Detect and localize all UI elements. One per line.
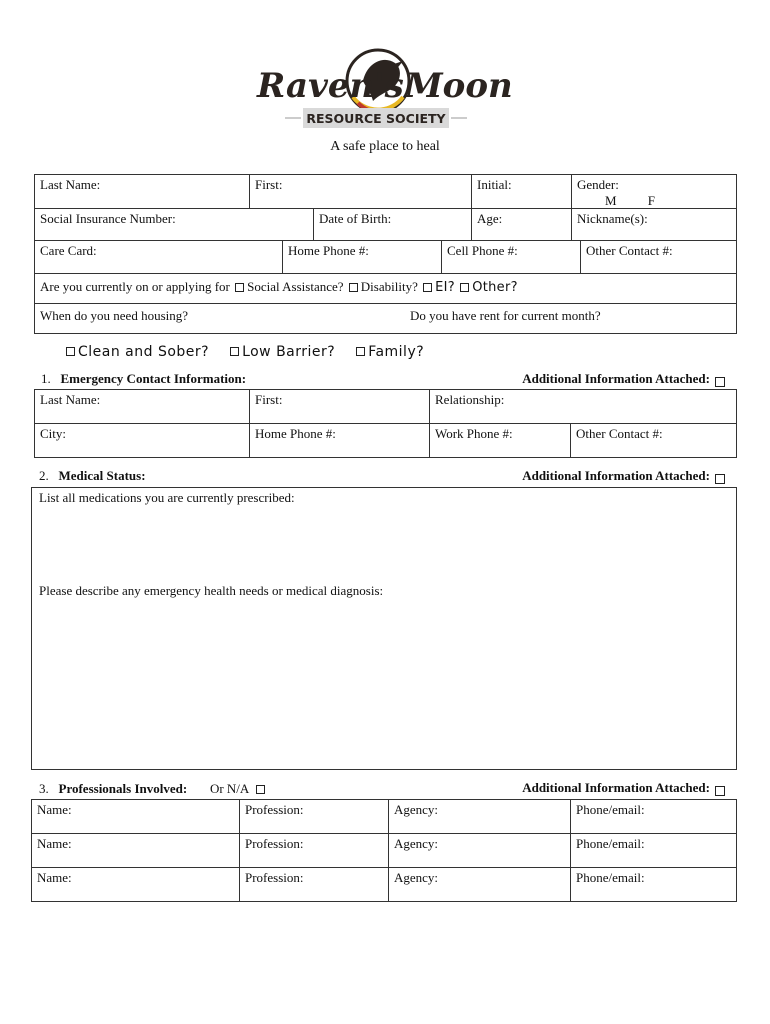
care-card-field[interactable] <box>35 241 283 273</box>
agency-field[interactable] <box>389 800 571 833</box>
emergency-other-contact-field[interactable] <box>571 424 736 458</box>
logo-subtitle: RESOURCE SOCIETY <box>306 111 446 126</box>
emergency-other-contact-label: Other Contact #: <box>576 426 663 441</box>
professional-name-field[interactable] <box>32 800 240 833</box>
name-label: Name: <box>37 870 72 885</box>
phone-email-label: Phone/email: <box>576 836 645 851</box>
na-checkbox[interactable] <box>256 785 265 794</box>
assistance-question <box>35 274 736 303</box>
na-label: Or N/A <box>209 781 250 796</box>
medications-prompt: List all medications you are currently prescribed: <box>39 490 295 505</box>
professional-name-field[interactable] <box>32 834 240 867</box>
disability-checkbox[interactable] <box>349 283 358 292</box>
emergency-first-label: First: <box>255 392 283 407</box>
emergency-attached <box>522 371 728 387</box>
work-phone-label: Work Phone #: <box>435 426 513 441</box>
profession-field[interactable] <box>240 868 389 902</box>
initial-field[interactable] <box>472 175 572 208</box>
professionals-section-title <box>39 781 268 797</box>
logo-name-left: Raven's <box>257 66 404 106</box>
family-checkbox[interactable] <box>356 347 365 356</box>
profession-field[interactable] <box>240 800 389 833</box>
home-phone-field[interactable] <box>283 241 442 273</box>
profession-label: Profession: <box>245 836 304 851</box>
cell-phone-label: Cell Phone #: <box>447 243 518 258</box>
profession-label: Profession: <box>245 870 304 885</box>
work-phone-field[interactable] <box>430 424 571 458</box>
other-contact-label: Other Contact #: <box>586 243 673 258</box>
disability-label: Disability? <box>360 279 418 294</box>
medical-status-box[interactable] <box>31 487 737 770</box>
emergency-home-phone-field[interactable] <box>250 424 430 458</box>
profession-field[interactable] <box>240 834 389 867</box>
table-row <box>32 800 736 834</box>
emergency-first-field[interactable] <box>250 390 430 423</box>
professionals-table <box>31 799 737 902</box>
professionals-number: 3. <box>39 781 49 796</box>
family-label: Family? <box>368 344 425 360</box>
low-barrier-checkbox[interactable] <box>230 347 239 356</box>
phone-email-label: Phone/email: <box>576 870 645 885</box>
agency-field[interactable] <box>389 868 571 902</box>
care-card-label: Care Card: <box>40 243 97 258</box>
emergency-contact-table <box>34 389 737 458</box>
agency-field[interactable] <box>389 834 571 867</box>
table-row <box>32 834 736 868</box>
cell-phone-field[interactable] <box>442 241 581 273</box>
name-label: Name: <box>37 836 72 851</box>
medical-title: Medical Status: <box>58 468 146 483</box>
medical-section-title <box>39 468 146 484</box>
gender-label: Gender: <box>577 177 619 192</box>
other-checkbox[interactable] <box>460 283 469 292</box>
last-name-field[interactable] <box>35 175 250 208</box>
home-phone-label: Home Phone #: <box>288 243 369 258</box>
medical-attached <box>522 468 728 484</box>
emergency-number: 1. <box>41 371 51 386</box>
housing-date-field[interactable] <box>35 304 405 334</box>
agency-label: Agency: <box>394 836 439 851</box>
emergency-section-title <box>41 371 246 387</box>
initial-label: Initial: <box>477 177 512 192</box>
housing-preferences <box>64 344 438 360</box>
phone-email-field[interactable] <box>571 834 736 867</box>
gender-field[interactable] <box>572 175 736 208</box>
last-name-label: Last Name: <box>40 177 101 192</box>
personal-info-table <box>34 174 737 334</box>
medical-attached-label: Additional Information Attached: <box>522 468 710 483</box>
emergency-last-name-label: Last Name: <box>40 392 101 407</box>
nickname-label: Nickname(s): <box>577 211 648 226</box>
assistance-prefix: Are you currently on or applying for <box>40 279 230 294</box>
name-label: Name: <box>37 802 72 817</box>
other-label: Other? <box>472 280 518 295</box>
nickname-field[interactable] <box>572 209 736 240</box>
age-label: Age: <box>477 211 503 226</box>
city-field[interactable] <box>35 424 250 458</box>
first-name-label: First: <box>255 177 283 192</box>
professionals-attached <box>522 780 728 796</box>
emergency-title: Emergency Contact Information: <box>60 371 247 386</box>
rent-label: Do you have rent for current month? <box>410 308 601 323</box>
table-row <box>32 868 736 902</box>
ei-checkbox[interactable] <box>423 283 432 292</box>
logo-name-right: Moon <box>405 66 513 106</box>
clean-sober-checkbox[interactable] <box>66 347 75 356</box>
health-needs-prompt: Please describe any emergency health needs or medical diagnosis: <box>39 583 384 598</box>
professional-name-field[interactable] <box>32 868 240 902</box>
rent-field[interactable] <box>405 304 736 334</box>
sin-field[interactable] <box>35 209 314 240</box>
clean-sober-label: Clean and Sober? <box>78 344 210 360</box>
profession-label: Profession: <box>245 802 304 817</box>
emergency-attached-checkbox[interactable] <box>715 377 725 387</box>
professionals-attached-label: Additional Information Attached: <box>522 780 710 795</box>
emergency-last-name-field[interactable] <box>35 390 250 423</box>
low-barrier-label: Low Barrier? <box>242 344 336 360</box>
social-assistance-checkbox[interactable] <box>235 283 244 292</box>
professionals-title: Professionals Involved: <box>58 781 188 796</box>
emergency-home-phone-label: Home Phone #: <box>255 426 336 441</box>
phone-email-label: Phone/email: <box>576 802 645 817</box>
medical-attached-checkbox[interactable] <box>715 474 725 484</box>
professionals-attached-checkbox[interactable] <box>715 786 725 796</box>
emergency-attached-label: Additional Information Attached: <box>522 371 710 386</box>
agency-label: Agency: <box>394 870 439 885</box>
relationship-label: Relationship: <box>435 392 505 407</box>
relationship-field[interactable] <box>430 390 736 423</box>
housing-date-label: When do you need housing? <box>40 308 189 323</box>
dob-label: Date of Birth: <box>319 211 392 226</box>
sin-label: Social Insurance Number: <box>40 211 176 226</box>
dob-field[interactable] <box>314 209 472 240</box>
agency-label: Agency: <box>394 802 439 817</box>
medical-number: 2. <box>39 468 49 483</box>
gender-options: M F <box>605 193 656 208</box>
phone-email-field[interactable] <box>571 868 736 902</box>
first-name-field[interactable] <box>250 175 472 208</box>
tagline: A safe place to heal <box>330 139 440 154</box>
social-assistance-label: Social Assistance? <box>247 279 344 294</box>
other-contact-field[interactable] <box>581 241 736 273</box>
phone-email-field[interactable] <box>571 800 736 833</box>
ei-label: EI? <box>435 280 455 295</box>
city-label: City: <box>40 426 67 441</box>
age-field[interactable] <box>472 209 572 240</box>
ravens-moon-logo <box>255 45 513 131</box>
